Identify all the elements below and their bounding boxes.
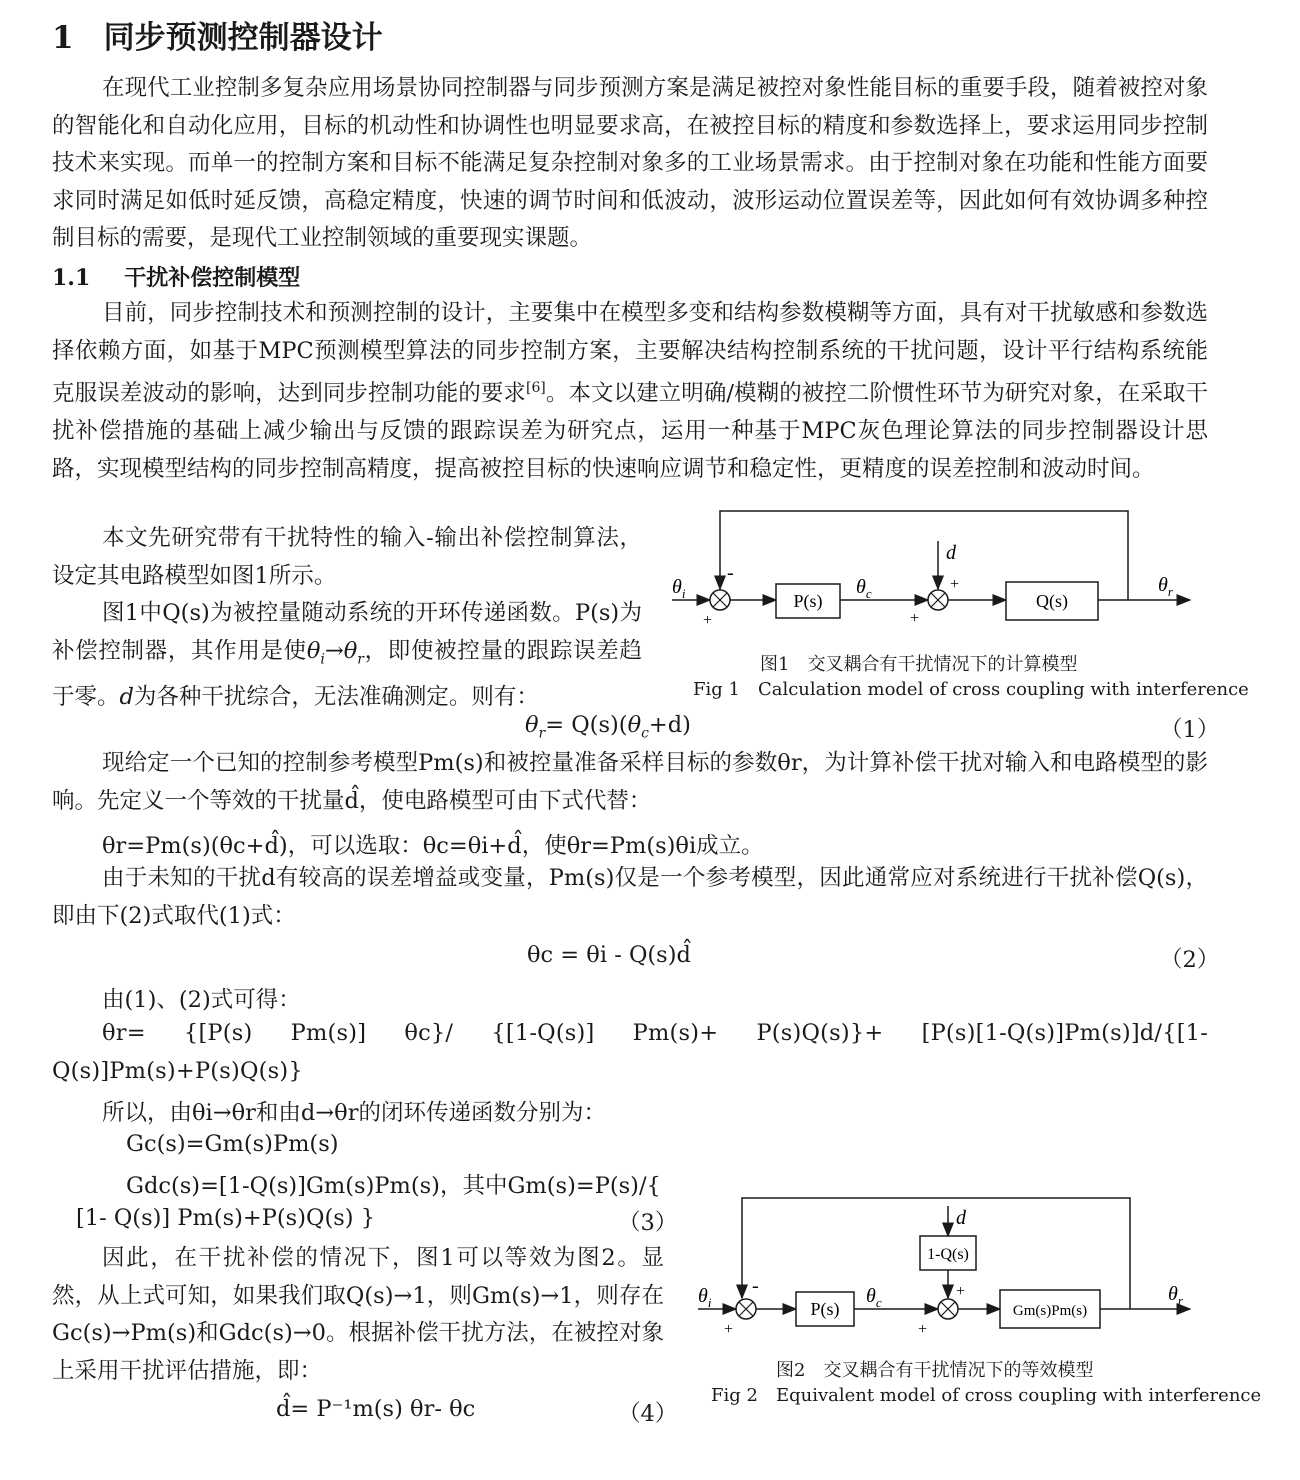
section-title: 同步预测控制器设计 <box>103 20 383 56</box>
subsection-number: 1.1 <box>52 265 91 291</box>
d-symbol: d <box>119 683 134 710</box>
equation-3-gm-denominator: [1- Q(s)] Pm(s)+P(s)Q(s) } <box>76 1205 376 1231</box>
figure-2-caption-cn: 图2 交叉耦合有干扰情况下的等效模型 <box>776 1360 1094 1381</box>
paragraph-background-text-b: 。本文以建立明确/模糊的被控二阶惯性环节为研究对象，在采取干扰补偿措施的基础上减少输出与反馈的跟踪误差为研究点，运用一种基于MPC灰色理论算法的同步控制器设计思路，实现模型结构的同步控制高精度，提高被控目标的快速响应调节和稳定性，更精度的误差控制和波动时间。 <box>52 380 1208 482</box>
fig1-theta-i-label: $\theta_i$ <box>672 576 686 601</box>
eq1-theta-c-sub: c <box>641 725 649 742</box>
paragraph-equivalence: 因此，在干扰补偿的情况下，图1可以等效为图2。显然，从上式可知，如果我们取Q(s)→1，则Gm(s)→1，则存在Gc(s)→Pm(s)和Gdc(s)→0。根据补偿干扰方法，在被控对象上采用干扰评估措施，即： <box>52 1245 664 1384</box>
fig2-minus-sign: - <box>752 1275 759 1297</box>
equation-4-number: （4） <box>618 1401 678 1427</box>
equation-substitution-line: θr=Pm(s)(θc+d̂)，可以选取：θc=θi+d̂，使θr=Pm(s)θi成立。 <box>102 833 764 859</box>
equation-3-gdc: Gdc(s)=[1-Q(s)]Gm(s)Pm(s)，其中Gm(s)=P(s)/{ <box>126 1173 661 1199</box>
paragraph-reference-model: 现给定一个已知的控制参考模型Pm(s)和被控量准备采样目标的参数θr，为计算补偿干扰对输入和电路模型的影响。先定义一个等效的干扰量d̂，使电路模型可由下式代替： <box>52 750 1208 814</box>
equation-2-number: （2） <box>1160 947 1220 973</box>
fig1-minus-sign: - <box>727 562 734 584</box>
transfer-function-intro-line: 所以，由θi→θr和由d→θr的闭环传递函数分别为： <box>102 1100 606 1126</box>
fig2-block-1-minus-q-label: 1-Q(s) <box>927 1246 969 1263</box>
fig1-sum-junction-1 <box>710 590 730 610</box>
fig2-block-p-label: P(s) <box>810 1299 840 1319</box>
figure-1-caption-cn: 图1 交叉耦合有干扰情况下的计算模型 <box>760 654 1078 675</box>
section-number: 1 <box>52 20 74 56</box>
theta-i-symbol: θ <box>306 637 321 664</box>
fig1-plus-sign-1: + <box>703 612 713 629</box>
fig2-theta-r-label: $\theta_r$ <box>1168 1283 1183 1308</box>
eq1-theta-c: θ <box>627 712 642 738</box>
fig2-block-gm-pm-label: Gm(s)Pm(s) <box>1012 1303 1088 1319</box>
equation-closed-loop-long: θr= {[P(s) Pm(s)] θc}/ {[1-Q(s)] Pm(s)+ P(s)Q(s)}+ [P(s)[1-Q(s)]Pm(s)]d/{[1-Q(s)]Pm(s)+P(s)Q(s)} <box>52 1020 1208 1084</box>
equation-3-number: （3） <box>618 1210 678 1236</box>
equation-4: d̂= P⁻¹m(s) θr- θc <box>276 1396 476 1422</box>
derivation-intro-line: 由(1)、(2)式可得： <box>102 987 301 1013</box>
equation-3-gc: Gc(s)=Gm(s)Pm(s) <box>126 1131 339 1157</box>
equation-1-number: （1） <box>1160 717 1220 743</box>
fig2-theta-i-label: $\theta_i$ <box>698 1285 712 1310</box>
theta-i-subscript: i <box>320 651 325 667</box>
fig2-plus-sign-3: + <box>956 1283 966 1300</box>
fig1-plus-sign-2: + <box>910 610 920 627</box>
paragraph-fig1-explain <box>52 595 642 716</box>
paragraph-background <box>52 295 1208 488</box>
paragraph-intro: 在现代工业控制多复杂应用场景协同控制器与同步预测方案是满足被控对象性能目标的重要手段，随着被控对象的智能化和自动化应用，目标的机动性和协调性也明显要求高，在被控目标的精度和参数选择上，要求运用同步控制技术来实现。而单一的控制方案和目标不能满足复杂控制对象多的工业场景需求。由于控制对象在功能和性能方面要求同时满足如低时延反馈，高稳定精度，快速的调节时间和低波动，波形运动位置误差等，因此如何有效协调多种控制目标的需要，是现代工业控制领域的重要现实课题。 <box>52 75 1208 251</box>
subsection-heading <box>52 261 300 292</box>
paragraph-disturbance: 由于未知的干扰d有较高的误差增益或变量，Pm(s)仅是一个参考模型，因此通常应对系统进行干扰补偿Q(s)，即由下(2)式取代(1)式： <box>52 865 1208 929</box>
theta-r-symbol: θ <box>343 637 358 664</box>
theta-r-subscript: r <box>357 651 364 667</box>
figure-2-diagram <box>690 1190 1210 1350</box>
fig2-plus-sign-1: + <box>724 1321 734 1338</box>
eq1-middle: = Q(s)( <box>545 712 628 738</box>
fig1-theta-c-label: $\theta_c$ <box>856 576 872 601</box>
eq1-theta-r-sub: r <box>538 725 546 742</box>
fig1-sum-junction-2 <box>928 590 948 610</box>
arrow-symbol: → <box>324 637 344 664</box>
fig1-plus-sign-3: + <box>950 576 960 593</box>
fig2-d-label: d <box>956 1207 966 1229</box>
fig1-d-label: d <box>946 542 956 564</box>
equation-2: θc = θi - Q(s)d̂ <box>527 942 691 968</box>
figure-2-caption-en: Fig 2 Equivalent model of cross coupling with interference <box>711 1385 1262 1406</box>
paragraph-background-text-a: 目前，同步控制技术和预测控制的设计，主要集中在模型多变和结构参数模糊等方面，具有对干扰敏感和参数选择依赖方面，如基于MPC预测模型算法的同步控制方案，主要解决结构控制系统的干扰问题，设计平行结构系统能克服误差波动的影响，达到同步控制功能的要求 <box>52 300 1208 407</box>
fig1-block-p-label: P(s) <box>793 591 823 611</box>
paragraph-model-intro: 本文先研究带有干扰特性的输入-输出补偿控制算法，设定其电路模型如图1所示。 <box>52 525 642 589</box>
fig1-block-q-label: Q(s) <box>1036 591 1068 611</box>
subsection-title: 干扰补偿控制模型 <box>124 265 301 291</box>
equation-1 <box>525 712 691 742</box>
paragraph-fig1-text-a: 图1中Q(s)为被控量随动系统的开环传递函数。P(s)为补偿控制器，其作用是使 <box>52 600 642 664</box>
fig2-sum-junction-1 <box>736 1299 756 1319</box>
fig1-theta-r-label: $\theta_r$ <box>1158 574 1173 599</box>
paragraph-fig1-text-c: 为各种干扰综合，无法准确测定。则有： <box>133 683 539 710</box>
citation-ref: [6] <box>526 380 546 396</box>
fig2-sum-junction-2 <box>938 1299 958 1319</box>
section-heading <box>52 12 383 57</box>
figure-1-caption-en: Fig 1 Calculation model of cross coupling with interference <box>693 679 1249 700</box>
eq1-theta-r: θ <box>525 712 539 738</box>
fig2-theta-c-label: $\theta_c$ <box>866 1285 882 1310</box>
paragraph-fig1-text-b: ，即使被控量的跟踪误差趋于零。 <box>52 637 642 710</box>
eq1-rest: +d) <box>648 712 691 738</box>
fig2-plus-sign-2: + <box>918 1321 928 1338</box>
